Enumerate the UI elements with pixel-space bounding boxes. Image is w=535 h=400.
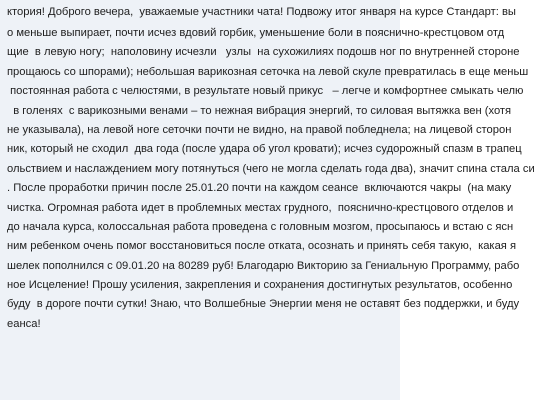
message-line-13: ним ребенком очень помог восстановиться после отката, осознать и принять себя такую, какая я	[7, 240, 517, 253]
message-line-16: буду в дороге почти сутки! Знаю, что Волшебные Энергии меня не оставят без поддержки, и буду	[7, 298, 520, 311]
message-line-3: щие в левую ногу; наполовину исчезли узлы на сухожилиях подошв ног по внутренней стороне	[7, 46, 520, 59]
message-line-14: шелек пополнился с 09.01.20 на 80289 руб! Благодарю Викторию за Гениальную Программу, рабо	[7, 259, 520, 272]
message-line-15: ное Исцеление! Прошу усиления, закрепления и сохранения достигнутых результатов, особенно	[7, 279, 513, 292]
message-text	[7, 0, 535, 334]
message-line-7: не указывала), на левой ноге сеточки почти не видно, на правой побледнела; на лицевой сторон	[7, 123, 512, 136]
message-line-9: ольствием и наслаждением могу потянуться (чего не могла сделать года два), значит спина стала си	[7, 162, 535, 175]
message-line-5: постоянная работа с челюстями, в результате новый прикус – легче и комфортнее смыкать челю	[7, 85, 524, 98]
message-line-12: до начала курса, колоссальная работа проведена с головным мозгом, просыпаюсь и встаю с ясн	[7, 220, 514, 233]
message-line-8: ник, который не сходил два года (после удара об угол кровати); исчез судорожный спазм в трапец	[7, 143, 522, 156]
message-line-10: . После проработки причин после 25.01.20 почти на каждом сеансе включаются чакры (на маку	[7, 182, 512, 195]
message-line-1: ктория! Доброго вечера, уважаемые участники чата! Подвожу итог января на курсе Стандарт: вы	[7, 6, 516, 18]
message-line-11: чистка. Огромная работа идет в проблемных местах грудного, пояснично-крестцового отделов и	[7, 201, 514, 214]
message-line-6: в голенях с варикозными венами – то нежная вибрация энергий, то силовая вытяжка вен (хотя	[7, 104, 512, 117]
message-line-17: еанса!	[7, 317, 41, 330]
message-line-2: о меньше выпирает, почти исчез вдовий горбик, уменьшение боли в пояснично-крестцовом отд	[7, 27, 505, 39]
message-line-4: прощаюсь со шпорами); небольшая варикозная сеточка на левой скуле превратилась в еще меньш	[7, 65, 529, 78]
